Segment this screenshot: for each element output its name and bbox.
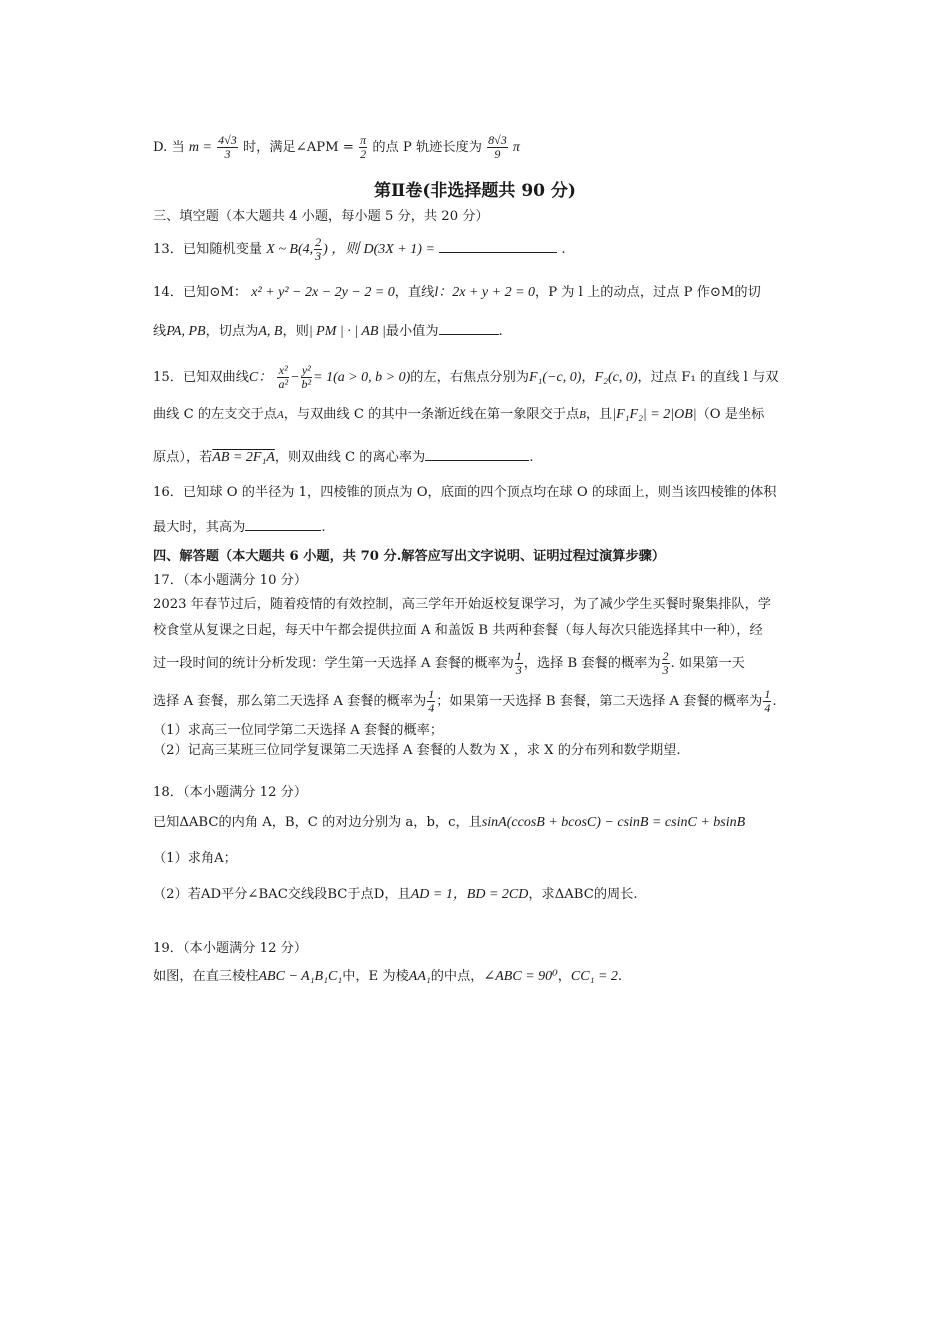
q15-y-frac <box>301 364 313 391</box>
q17-frac <box>515 650 523 677</box>
q14-text: ，P 为 l 上的动点，过点 P 作⊙M的切 <box>535 285 761 300</box>
answer-blank[interactable] <box>245 518 321 531</box>
q14-line-eq: l：2x + y + 2 = 0 <box>434 285 536 300</box>
q17-text: 选择 A 套餐，那么第二天选择 A 套餐的概率为 <box>153 694 427 709</box>
question-15-line3 <box>153 448 803 467</box>
option-d-len-frac <box>487 134 508 161</box>
option-d-mid: 时，满足∠APM = <box>242 140 354 155</box>
fill-header: 三、填空题（本大题共 4 小题，每小题 5 分，共 20 分） <box>153 209 489 224</box>
frac-num: 8√3 <box>488 133 507 147</box>
q15-text: ，且 <box>585 407 613 422</box>
q19-text: 中，E 为棱 <box>342 969 409 984</box>
q19-text: 的中点， <box>430 969 484 984</box>
q17-text: . 如果第一天 <box>670 656 745 671</box>
frac-num: 4√3 <box>218 133 237 147</box>
answer-blank[interactable] <box>439 322 499 335</box>
q17-text: ；如果第一天选择 B 套餐，第二天选择 A 套餐的概率为 <box>436 694 763 709</box>
answer-blank[interactable] <box>439 240 557 253</box>
q19-sep: ， <box>557 969 571 984</box>
q15-f1: F₁(−c, 0) <box>528 370 582 385</box>
q18-head: 18．（本小题满分 12 分） <box>153 785 308 800</box>
q15-pt-b: B <box>579 409 586 421</box>
q18-equation: sinA(ccosB + bcosC) − csinB = csinC + bsinB <box>481 815 746 830</box>
frac-num: π <box>360 133 367 147</box>
answer-blank[interactable] <box>425 448 529 461</box>
q15-eq: = 1(a > 0, b > 0) <box>313 370 411 385</box>
option-d-m: m = <box>188 140 212 155</box>
frac-num: 2 <box>662 649 669 663</box>
q16-end: . <box>321 520 326 535</box>
q19-angle: ∠ABC = 90⁰ <box>483 969 558 984</box>
question-16-line2 <box>153 518 803 537</box>
option-d-angle-frac <box>359 134 367 161</box>
q19-cc: CC₁ = 2 <box>570 969 618 984</box>
q19-text: 如图，在直三棱柱 <box>153 969 259 984</box>
q13-dist: X ~ B(4, <box>266 242 314 257</box>
frac-den: 9 <box>494 147 501 161</box>
frac-den: 3 <box>315 249 322 263</box>
q14-text: ，直线 <box>394 285 435 300</box>
frac-num: y² <box>301 363 311 377</box>
q14-text: ，则 <box>282 324 309 339</box>
frac-den: a² <box>278 377 289 391</box>
q15-text: 曲线 C 的左支交于点 <box>153 407 277 422</box>
q17-sub2: （2）记高三某班三位同学复课第二天选择 A 套餐的人数为 X ，求 X 的分布列和数学期望. <box>153 743 681 758</box>
q14-tangents: PA, PB <box>166 324 206 339</box>
q15-text: 原点），若 <box>153 450 213 465</box>
q17-head: 17．（本小题满分 10 分） <box>153 573 308 588</box>
frac-num: 1 <box>428 687 435 701</box>
q15-text: 的左，右焦点分别为 <box>410 370 529 385</box>
q14-points: A, B <box>258 324 283 339</box>
q15-end: . <box>529 450 534 465</box>
frac-num: 1 <box>515 649 522 663</box>
q17-frac <box>427 688 435 715</box>
q15-cond: |F₁F₂| = 2|OB| <box>612 407 697 422</box>
q13-end: . <box>561 242 566 257</box>
q17-text: . <box>772 694 777 709</box>
q16-text: 最大时，其高为 <box>153 520 246 535</box>
q14-end: . <box>498 324 503 339</box>
q15-f2: F₂(c, 0) <box>594 370 638 385</box>
q18-text: ，求ΔABC的周长. <box>528 887 638 902</box>
q19-prism: ABC − A₁B₁C₁ <box>258 969 343 984</box>
option-d-m-frac <box>217 134 238 161</box>
frac-den: 4 <box>428 701 435 715</box>
q18-cond: AD = 1，BD = 2CD <box>410 887 529 902</box>
q14-text: 14．已知⊙M： <box>153 285 248 300</box>
q17-line4 <box>153 688 803 715</box>
pi-symbol: π <box>512 140 520 155</box>
option-d-tail: 的点 P 轨迹长度为 <box>372 140 482 155</box>
q17-line1: 2023 年春节过后，随着疫情的有效控制，高三学年开始返校复课学习，为了减少学生买餐时聚集排队，学 <box>153 597 771 612</box>
q13-frac <box>314 236 322 263</box>
q14-text: 线 <box>153 324 167 339</box>
q17-frac <box>662 650 670 677</box>
q15-text: 15．已知双曲线 <box>153 370 249 385</box>
section-2-title: 第Ⅱ卷(非选择题共 90 分) <box>374 181 576 201</box>
q17-frac <box>763 688 771 715</box>
q17-line2: 校食堂从复课之日起，每天中午都会提供拉面 A 和盖饭 B 共两种套餐（每人每次只能选择其中一种），经 <box>153 623 763 638</box>
q19-line1 <box>153 968 803 986</box>
q15-text: ，则双曲线 C 的离心率为 <box>274 450 426 465</box>
solve-header: 四、解答题（本大题共 6 小题，共 70 分.解答应写出文字说明、证明过程过演算步骤） <box>153 549 666 564</box>
q15-vector: AB = 2F₁A <box>212 450 275 465</box>
q14-expr: | PM | · | AB | <box>308 324 386 339</box>
q13-expr: D(3X + 1) = <box>363 242 435 257</box>
q15-x-frac <box>277 364 289 391</box>
q15-pt-a: A <box>276 409 284 421</box>
q18-sub2 <box>153 886 803 904</box>
q14-circle-eq: x² + y² − 2x − 2y − 2 = 0 <box>251 285 395 300</box>
frac-den: 3 <box>515 663 522 677</box>
q18-text: （2）若AD平分∠BAC交线段BC于点D，且 <box>153 887 411 902</box>
q17-text: ，选择 B 套餐的概率为 <box>523 656 661 671</box>
question-16-line1: 16．已知球 O 的半径为 1，四棱锥的顶点为 O，底面的四个顶点均在球 O 的球面上，则当该四棱锥的体积 <box>153 485 777 500</box>
q19-edge: AA₁ <box>408 969 431 984</box>
q18-line1 <box>153 814 803 832</box>
q17-line3 <box>153 650 803 677</box>
q15-text: ，过点 F₁ 的直线 l 与双 <box>637 370 779 385</box>
question-15-line1 <box>153 364 803 391</box>
q14-text: ，切点为 <box>205 324 259 339</box>
q17-sub1: （1）求高三一位同学第二天选择 A 套餐的概率； <box>153 723 444 738</box>
q15-c: C： <box>248 370 273 385</box>
q18-text: 已知ΔABC的内角 A，B，C 的对边分别为 a，b，c，且 <box>153 815 482 830</box>
q13-text: 13．已知随机变量 <box>153 242 263 257</box>
q15-sep: ， <box>581 370 595 385</box>
frac-num: 2 <box>315 235 322 249</box>
question-14-line1 <box>153 284 803 302</box>
q14-text: 最小值为 <box>385 324 439 339</box>
q18-sub1: （1）求角A； <box>153 851 237 866</box>
option-d <box>153 134 803 161</box>
q13-close: ) ，则 <box>323 242 360 257</box>
question-14-line2 <box>153 322 803 341</box>
frac-den: 4 <box>764 701 771 715</box>
q15-text: （O 是坐标 <box>696 407 765 422</box>
frac-den: 2 <box>360 147 367 161</box>
option-d-label: D. 当 <box>153 140 185 155</box>
q15-text: ，与双曲线 C 的其中一条渐近线在第一象限交于点 <box>283 407 580 422</box>
q17-text: 过一段时间的统计分析发现：学生第一天选择 A 套餐的概率为 <box>153 656 514 671</box>
question-13 <box>153 236 803 263</box>
question-15-line2 <box>153 406 803 424</box>
frac-den: 3 <box>662 663 669 677</box>
frac-num: 1 <box>764 687 771 701</box>
q19-end: . <box>617 969 623 984</box>
frac-den: 3 <box>224 147 231 161</box>
frac-den: b² <box>301 377 312 391</box>
frac-num: x² <box>278 363 288 377</box>
q19-head: 19．（本小题满分 12 分） <box>153 941 308 956</box>
minus: − <box>290 370 300 385</box>
